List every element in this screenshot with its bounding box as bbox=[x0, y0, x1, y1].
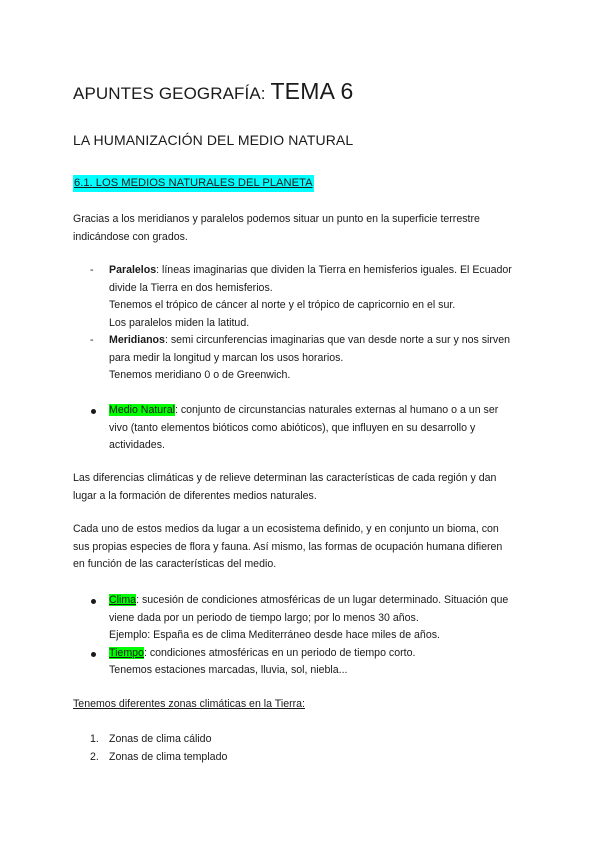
paragraph-line: en función de las características del medio. bbox=[73, 558, 277, 570]
intro-line: indicándose con grados. bbox=[73, 230, 188, 243]
clima-tiempo-list bbox=[73, 592, 533, 680]
title-main: TEMA 6 bbox=[270, 78, 354, 104]
item-line: divide la Tierra en dos hemisferios. bbox=[109, 281, 273, 294]
dash-marker: - bbox=[90, 264, 94, 276]
title-prefix: APUNTES GEOGRAFÍA: bbox=[73, 84, 271, 103]
paragraph-line: Cada uno de estos medios da lugar a un ecosistema definido, y en conjunto un bioma, con bbox=[73, 523, 499, 535]
dash-list bbox=[73, 262, 533, 385]
item-line: Tenemos meridiano 0 o de Greenwich. bbox=[109, 369, 291, 381]
item-line: Tenemos estaciones marcadas, lluvia, sol, niebla... bbox=[109, 664, 348, 676]
list-item-meridianos bbox=[73, 332, 533, 385]
item-line: vivo (tanto elementos bióticos como abióticos), que influyen en su desarrollo y bbox=[109, 421, 476, 434]
item-line: Tenemos el trópico de cáncer al norte y el trópico de capricornio en el sur. bbox=[109, 299, 456, 311]
list-item-medio-natural bbox=[73, 402, 533, 455]
zones-heading-block bbox=[73, 696, 533, 714]
paragraph-line: sus propias especies de flora y fauna. Así mismo, las formas de ocupación humana difieren bbox=[73, 540, 503, 553]
section-heading: 6.1. LOS MEDIOS NATURALES DEL PLANETA bbox=[73, 175, 314, 192]
paragraph-ecosistema bbox=[73, 521, 533, 574]
list-number: 2. bbox=[90, 750, 99, 763]
paragraph-relieve bbox=[73, 470, 533, 505]
list-item bbox=[73, 749, 533, 767]
term-meridianos: Meridianos bbox=[109, 334, 165, 346]
list-number: 1. bbox=[90, 733, 99, 745]
bullet-icon bbox=[91, 652, 96, 657]
term-medio-natural: Medio Natural bbox=[109, 404, 175, 416]
zone-label: Zonas de clima templado bbox=[109, 750, 228, 763]
item-line: viene dada por un periodo de tiempo largo; por lo menos 30 años. bbox=[109, 611, 419, 624]
list-item-clima bbox=[73, 592, 533, 645]
intro-line: Gracias a los meridianos y paralelos podemos situar un punto en la superficie terrestre bbox=[73, 213, 480, 225]
item-line: : condiciones atmosféricas en un periodo de tiempo corto. bbox=[143, 646, 416, 659]
subtitle: LA HUMANIZACIÓN DEL MEDIO NATURAL bbox=[73, 132, 354, 148]
item-line: Los paralelos miden la latitud. bbox=[109, 316, 250, 329]
item-line: para medir la longitud y marcan los usos horarios. bbox=[109, 351, 344, 364]
zones-heading: Tenemos diferentes zonas climáticas en la Tierra: bbox=[73, 698, 305, 710]
bullet-icon bbox=[91, 599, 96, 604]
paragraph-line: lugar a la formación de diferentes medios naturales. bbox=[73, 489, 317, 502]
term-clima: Clima bbox=[109, 594, 137, 606]
dash-marker: - bbox=[90, 334, 94, 346]
list-item-paralelos bbox=[73, 262, 533, 332]
paragraph-line: Las diferencias climáticas y de relieve determinan las características de cada región y dan bbox=[73, 472, 497, 484]
item-line: : líneas imaginarias que dividen la Tierra en hemisferios iguales. El Ecuador bbox=[156, 264, 512, 276]
zones-list bbox=[73, 731, 533, 766]
zone-label: Zonas de clima cálido bbox=[109, 733, 212, 745]
intro-paragraph bbox=[73, 211, 533, 246]
term-paralelos: Paralelos bbox=[109, 264, 157, 276]
item-line: : semi circunferencias imaginarias que van desde norte a sur y nos sirven bbox=[164, 334, 510, 346]
bullet-icon bbox=[91, 409, 96, 414]
medio-natural-list bbox=[73, 402, 533, 455]
item-line: actividades. bbox=[109, 439, 165, 451]
list-item bbox=[73, 731, 533, 749]
list-item-tiempo bbox=[73, 645, 533, 680]
item-line: : sucesión de condiciones atmosféricas de un lugar determinado. Situación que bbox=[136, 594, 509, 606]
term-tiempo: Tiempo bbox=[109, 646, 144, 659]
document-page bbox=[73, 70, 533, 763]
item-line: : conjunto de circunstancias naturales externas al humano o a un ser bbox=[174, 404, 499, 416]
page-title bbox=[73, 70, 533, 106]
item-line: Ejemplo: España es de clima Mediterráneo desde hace miles de años. bbox=[109, 629, 440, 641]
